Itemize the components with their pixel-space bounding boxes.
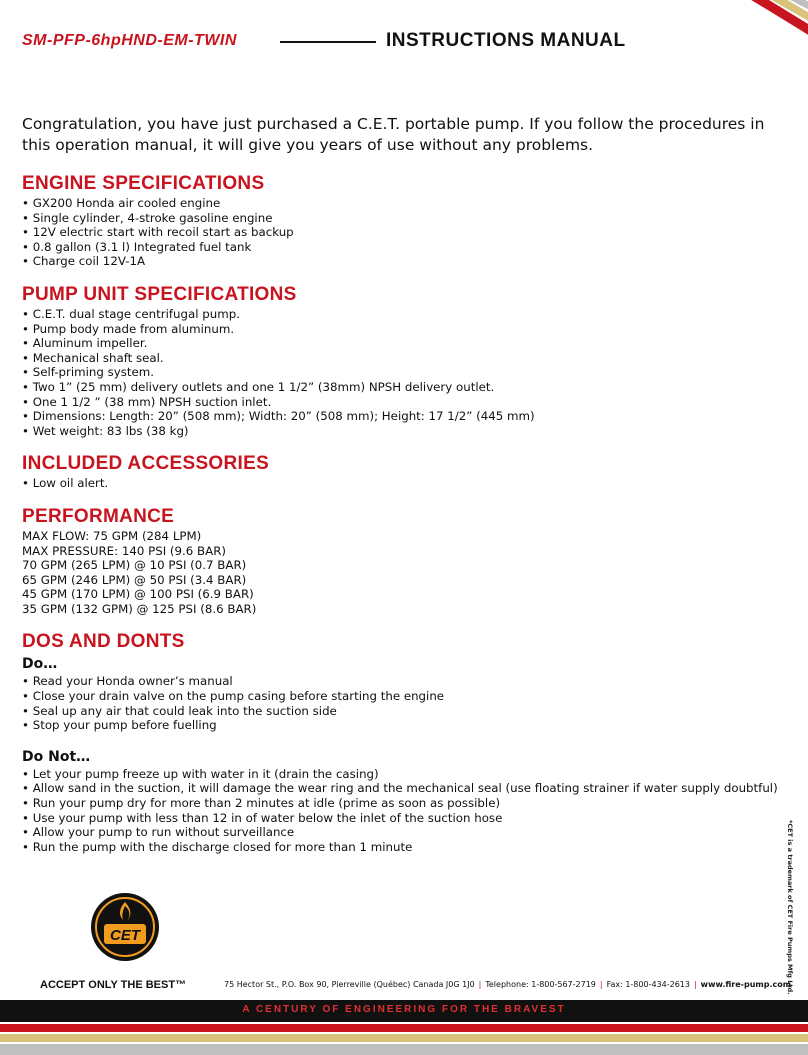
header-swoosh-graphic bbox=[718, 0, 808, 46]
model-number: SM-PFP-6hpHND-EM-TWIN bbox=[22, 32, 237, 49]
do-not-list bbox=[22, 767, 782, 855]
list-item: • 0.8 gallon (3.1 l) Integrated fuel tank bbox=[22, 240, 782, 255]
cet-logo-icon bbox=[90, 892, 160, 962]
intro-paragraph: Congratulation, you have just purchased a C.E.T. portable pump. If you follow the procedures in this operation manual, it will give you years of use without any problems. bbox=[22, 115, 765, 154]
header-rule bbox=[280, 41, 376, 43]
engine-specs-list bbox=[22, 196, 782, 269]
footer-band-text: A CENTURY OF ENGINEERING FOR THE BRAVEST bbox=[242, 1004, 566, 1015]
list-item: MAX PRESSURE: 140 PSI (9.6 BAR) bbox=[22, 543, 227, 558]
list-item: • 12V electric start with recoil start as backup bbox=[22, 225, 782, 240]
do-label: Do… bbox=[22, 656, 58, 673]
address: 75 Hector St., P.O. Box 90, Pierreville (Québec) Canada J0G 1J0 bbox=[224, 980, 475, 989]
do-list bbox=[22, 674, 782, 732]
accessories-heading: INCLUDED ACCESSORIES bbox=[22, 453, 270, 475]
list-item: • Mechanical shaft seal. bbox=[22, 351, 782, 366]
list-item: • Use your pump with less than 12 in of water below the inlet of the suction hose bbox=[22, 811, 782, 826]
footer-stripe-red bbox=[0, 1024, 808, 1032]
list-item: MAX FLOW: 75 GPM (284 LPM) bbox=[22, 528, 202, 543]
list-item: • GX200 Honda air cooled engine bbox=[22, 196, 782, 211]
list-item: • Wet weight: 83 lbs (38 kg) bbox=[22, 424, 782, 439]
list-item: • Dimensions: Length: 20” (508 mm); Width: 20” (508 mm); Height: 17 1/2” (445 mm) bbox=[22, 409, 782, 424]
trademark-note bbox=[782, 820, 796, 995]
performance-list bbox=[22, 529, 782, 617]
phone: Telephone: 1-800-567-2719 bbox=[485, 980, 596, 989]
pump-specs-heading: PUMP UNIT SPECIFICATIONS bbox=[22, 283, 297, 305]
list-item: • Run your pump dry for more than 2 minutes at idle (prime as soon as possible) bbox=[22, 796, 782, 811]
performance-heading: PERFORMANCE bbox=[22, 505, 175, 527]
list-item: • Charge coil 12V-1A bbox=[22, 254, 782, 269]
main-content bbox=[22, 114, 782, 870]
list-item: • Let your pump freeze up with water in it (drain the casing) bbox=[22, 767, 782, 782]
footer-stripe-gray bbox=[0, 1044, 808, 1055]
list-item: • Low oil alert. bbox=[22, 476, 782, 491]
manual-title: INSTRUCTIONS MANUAL bbox=[386, 30, 626, 51]
list-item: 45 GPM (170 LPM) @ 100 PSI (6.9 BAR) bbox=[22, 587, 254, 602]
list-item: • Pump body made from aluminum. bbox=[22, 322, 782, 337]
list-item: • Allow sand in the suction, it will damage the wear ring and the mechanical seal (use floating strainer if water supply doubtful) bbox=[22, 781, 782, 796]
separator: | bbox=[599, 980, 603, 989]
list-item: • Single cylinder, 4-stroke gasoline engine bbox=[22, 211, 782, 226]
list-item: 65 GPM (246 LPM) @ 50 PSI (3.4 BAR) bbox=[22, 572, 247, 587]
list-item: • One 1 1/2 ” (38 mm) NPSH suction inlet. bbox=[22, 395, 782, 410]
list-item: • Read your Honda owner’s manual bbox=[22, 674, 782, 689]
dos-donts-heading: DOS AND DONTS bbox=[22, 631, 185, 653]
list-item: • Seal up any air that could leak into the suction side bbox=[22, 704, 782, 719]
trademark-text: *CET is a trademark of CET Fire Pumps Mfg Ltd. bbox=[786, 820, 794, 995]
engine-specs-heading: ENGINE SPECIFICATIONS bbox=[22, 173, 265, 194]
list-item: 35 GPM (132 GPM) @ 125 PSI (8.6 BAR) bbox=[22, 601, 257, 616]
fax: Fax: 1-800-434-2613 bbox=[606, 980, 690, 989]
contact-line bbox=[224, 980, 791, 989]
list-item: • Allow your pump to run without surveillance bbox=[22, 825, 782, 840]
logo-text: CET bbox=[110, 927, 140, 944]
do-not-label: Do Not… bbox=[22, 748, 91, 765]
tagline: ACCEPT ONLY THE BEST™ bbox=[40, 979, 187, 991]
list-item: • Run the pump with the discharge closed for more than 1 minute bbox=[22, 840, 782, 855]
separator: | bbox=[478, 980, 482, 989]
accessories-list bbox=[22, 476, 782, 491]
separator: | bbox=[693, 980, 697, 989]
footer-stripe-gold bbox=[0, 1034, 808, 1042]
list-item: • Self-priming system. bbox=[22, 365, 782, 380]
list-item: • C.E.T. dual stage centrifugal pump. bbox=[22, 307, 782, 322]
list-item: • Stop your pump before fuelling bbox=[22, 718, 782, 733]
list-item: • Two 1” (25 mm) delivery outlets and one 1 1/2” (38mm) NPSH delivery outlet. bbox=[22, 380, 782, 395]
list-item: 70 GPM (265 LPM) @ 10 PSI (0.7 BAR) bbox=[22, 558, 247, 573]
website-link[interactable]: www.fire-pump.com bbox=[700, 980, 792, 989]
list-item: • Close your drain valve on the pump casing before starting the engine bbox=[22, 689, 782, 704]
pump-specs-list bbox=[22, 307, 782, 438]
list-item: • Aluminum impeller. bbox=[22, 336, 782, 351]
